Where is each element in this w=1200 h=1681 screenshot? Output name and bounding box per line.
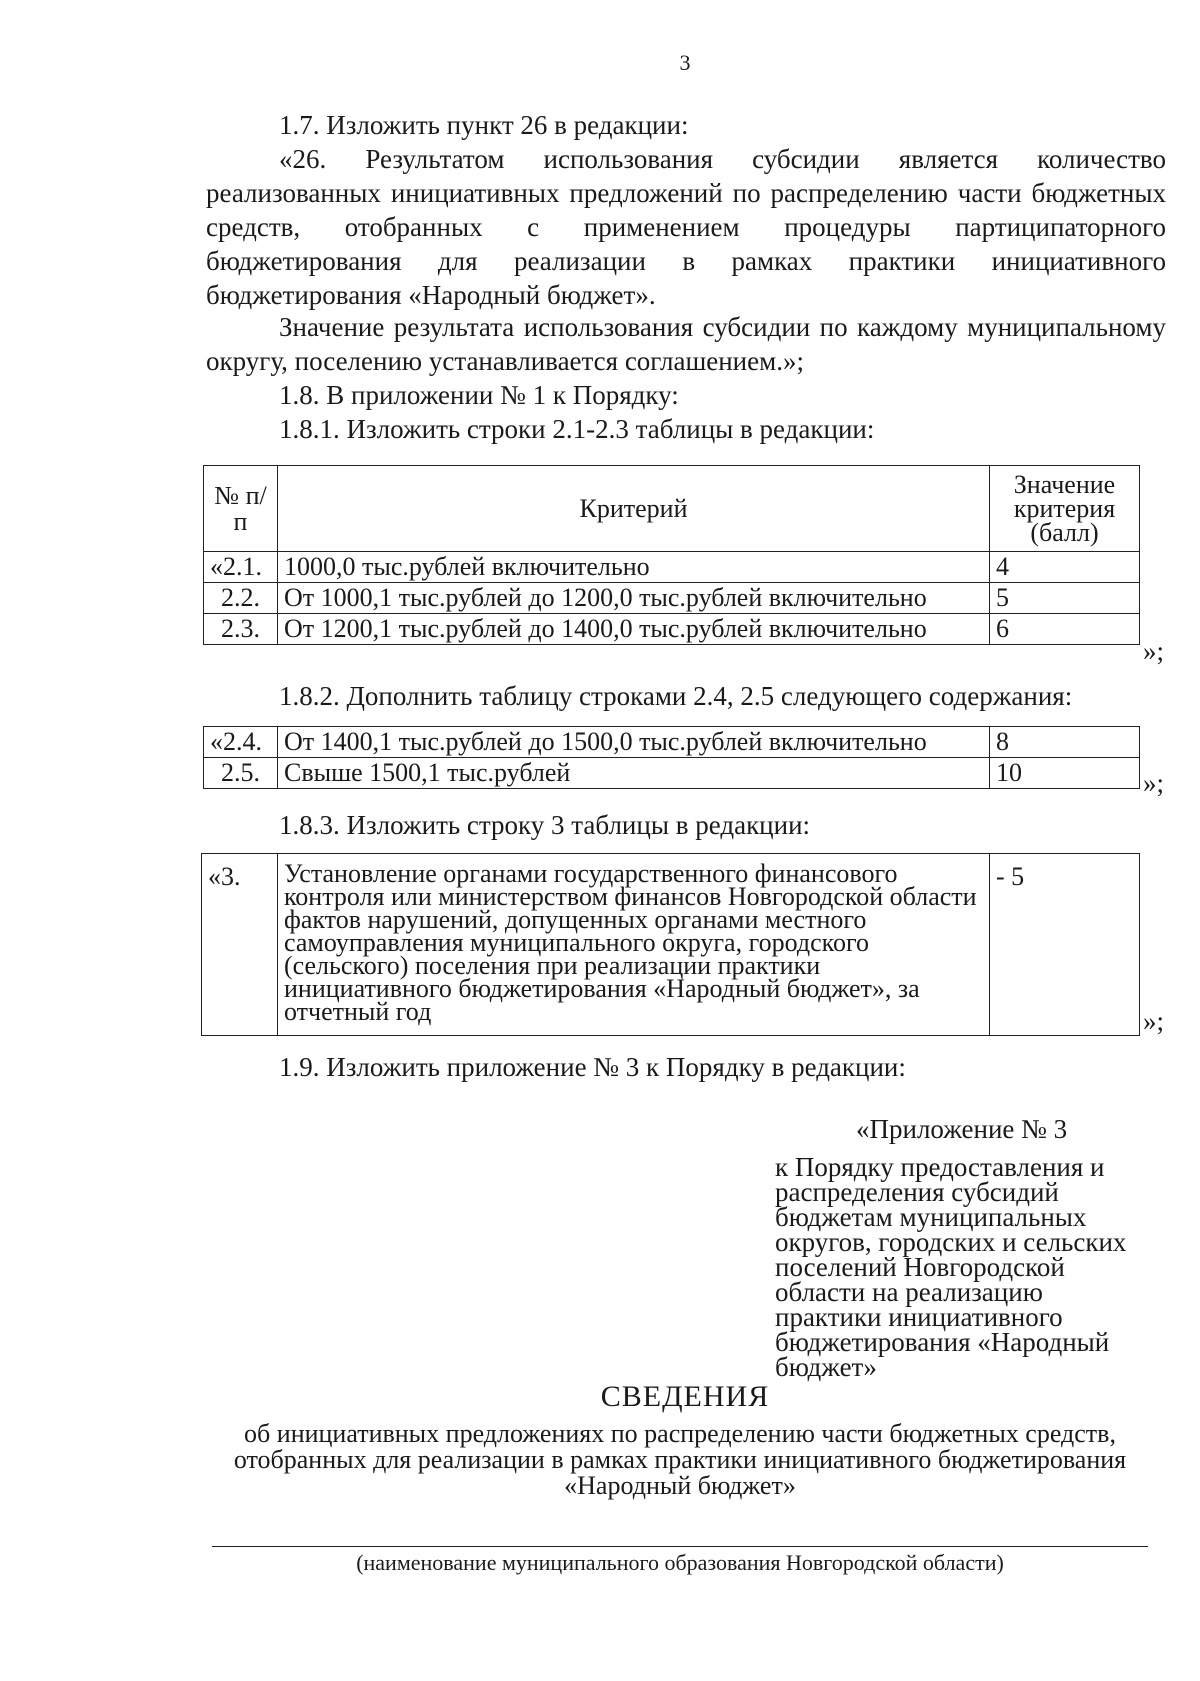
row-num: 2.5. [204,758,278,789]
criteria-table-2 [203,726,1140,789]
table3-closing-quote: »; [1143,1006,1165,1036]
item-1-8: 1.8. В приложении № 1 к Порядку: [279,380,679,410]
table-header-row [204,466,1140,552]
municipality-caption: (наименование муниципального образования Новгородской области) [356,1550,1004,1575]
row-value: - 5 [990,854,1140,1036]
table-row [204,614,1140,645]
item-1-8-3: 1.8.3. Изложить строку 3 таблицы в редакции: [279,810,811,840]
appendix-title: «Приложение № 3 [856,1114,1068,1144]
table1-closing-quote: »; [1143,636,1165,666]
table-row [204,758,1140,789]
table2-closing-quote: »; [1143,768,1165,798]
row-num: «2.4. [204,727,278,758]
table-row [204,552,1140,583]
row-value: 6 [990,614,1140,645]
row-criterion: От 1200,1 тыс.рублей до 1400,0 тыс.рублей включительно [278,614,990,645]
criteria-table-1 [203,465,1140,645]
row-num: «2.1. [204,552,278,583]
svedeniya-subtitle: об инициативных предложениях по распределению части бюджетных средств, отобранных для реализации в рамках практики инициативного бюджетирования «Народный бюджет» [233,1419,1127,1500]
table-row [204,727,1140,758]
row-value: 10 [990,758,1140,789]
row-num: 2.2. [204,583,278,614]
svedeniya-title: СВЕДЕНИЯ [600,1380,770,1413]
item-1-8-2: 1.8.2. Дополнить таблицу строками 2.4, 2.5 следующего содержания: [279,681,1073,711]
item-1-7: 1.7. Изложить пункт 26 в редакции: [279,110,689,140]
blank-line [212,1546,1148,1547]
row-criterion: 1000,0 тыс.рублей включительно [278,552,990,583]
page-number: 3 [679,50,691,75]
item-1-8-1: 1.8.1. Изложить строки 2.1-2.3 таблицы в редакции: [279,414,875,444]
row-num: «3. [202,854,278,1036]
criteria-table-3 [201,853,1140,1036]
row-value: 8 [990,727,1140,758]
paragraph-26: «26. Результатом использования субсидии является количество реализованных инициативных предложений по распределению части бюджетных средств, отобранных с применением процедуры партиципаторного бюджетирования для реализации в рамках практики инициативного бюджетирования «Народный бюджет». [206,144,1166,310]
table-row [204,583,1140,614]
header-value: Значение критерия (балл) [990,466,1140,552]
row-criterion: Свыше 1500,1 тыс.рублей [278,758,990,789]
item-1-9: 1.9. Изложить приложение № 3 к Порядку в редакции: [279,1052,906,1082]
header-criterion: Критерий [278,466,990,552]
row-criterion: Установление органами государственного финансового контроля или министерством финансов Новгородской области фактов нарушений, допущенных органами местного самоуправления муниципального округа, городского (сельского) поселения при реализации практики инициативного бюджетирования «Народный бюджет», за отчетный год [278,854,990,1036]
row-criterion: От 1000,1 тыс.рублей до 1200,0 тыс.рублей включительно [278,583,990,614]
table-row [202,854,1140,1036]
header-num: № п/п [204,466,278,552]
row-value: 5 [990,583,1140,614]
appendix-text: к Порядку предоставления и распределения субсидий бюджетам муниципальных округов, городских и сельских поселений Новгородской области на реализацию практики инициативного бюджетирования «Народный бюджет» [775,1152,1127,1382]
row-criterion: От 1400,1 тыс.рублей до 1500,0 тыс.рублей включительно [278,727,990,758]
row-value: 4 [990,552,1140,583]
row-num: 2.3. [204,614,278,645]
paragraph-result-value: Значение результата использования субсидии по каждому муниципальному округу, поселению устанавливается соглашением.»; [206,312,1166,376]
